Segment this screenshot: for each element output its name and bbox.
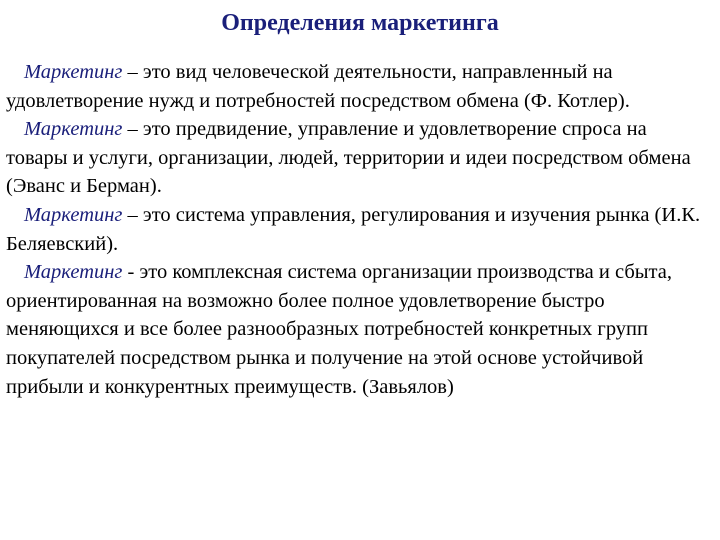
definitions-list bbox=[6, 58, 710, 401]
definition-term: Маркетинг bbox=[24, 203, 123, 226]
definition-term: Маркетинг bbox=[24, 118, 123, 141]
definition-term: Маркетинг bbox=[24, 61, 123, 83]
definition-text: - это комплексная система организации производства и сбыта, ориентированная на возможно более полное удовлетворение быстро меняющихся и все более разнообразных потребностей конкретных групп покупателей посредством рынка и получение на этой основе устойчивой прибыли и конкурентных преимуществ. (Завьялов) bbox=[6, 261, 672, 398]
definition-item bbox=[6, 258, 710, 401]
definition-item bbox=[6, 58, 710, 115]
definition-text: – это предвидение, управление и удовлетворение спроса на товары и услуги, организации, людей, территории и идеи посредством обмена (Эванс и Берман). bbox=[6, 118, 691, 198]
slide-title: Определения маркетинга bbox=[221, 10, 499, 36]
definition-text: – это система управления, регулирования и изучения рынка (И.К. Беляевский). bbox=[6, 203, 701, 255]
definition-item bbox=[6, 201, 710, 258]
definition-text: – это вид человеческой деятельности, направленный на удовлетворение нужд и потребностей посредством обмена (Ф. Котлер). bbox=[6, 61, 630, 112]
definition-term: Маркетинг bbox=[24, 261, 123, 284]
definition-item bbox=[6, 115, 710, 201]
